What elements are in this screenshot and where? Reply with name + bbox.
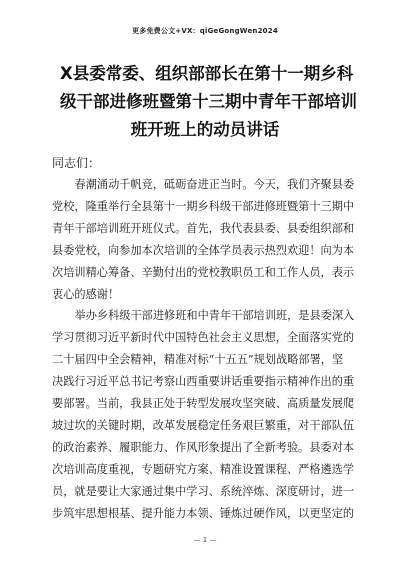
document-title	[60, 60, 357, 144]
salutation: 同志们：	[52, 156, 101, 170]
paragraph-line: 党校，隆重举行全县第十一期乡科级干部进修班暨第十三期中	[52, 200, 355, 213]
paragraph-line: 春潮涌动千帆竞，砥砺奋进正当时。今天，我们齐聚县委	[74, 178, 355, 191]
paragraph-line: 决践行习近平总书记考察山西重要讲话重要指示精神作出的重	[52, 375, 355, 388]
title-line: 班开班上的动员讲话	[130, 120, 280, 139]
paragraph-line: 学习贯彻习近平新时代中国特色社会主义思想，全面落实党的	[52, 331, 355, 344]
title-line: 级干部进修班暨第十三期中青年干部培训	[60, 92, 357, 111]
paragraph-line: 举办乡科级干部进修班和中青年干部培训班，是县委深入	[74, 309, 355, 322]
paragraph-line: 次培训精心筹备、辛勤付出的党校教职员工和工作人员，表示	[52, 266, 355, 279]
paragraph-2	[52, 305, 362, 525]
paragraph-line: 坡过坎的关键时期，改革发展稳定任务艰巨繁重，对干部队伍	[52, 419, 355, 432]
paragraph-line: 员，就是要让大家通过集中学习、系统淬炼、深度研讨，进一	[52, 485, 355, 498]
title-line: X县委常委、组织部部长在第十一期乡科	[60, 64, 354, 83]
page-number: — 1 —	[193, 536, 217, 544]
paragraph-line: 的政治素养、履职能力、作风形象提出了全新考验。县委对本	[52, 441, 355, 454]
paragraph-line: 县委党校，向参加本次培训的全体学员表示热烈欢迎！向为本	[52, 244, 355, 257]
paragraph-line: 二十届四中全会精神，精准对标“十五五”规划战略部署，坚	[52, 353, 344, 366]
paragraph-line: 步筑牢思想根基、提升能力本领、锤炼过硬作风，以更坚定的	[52, 507, 355, 520]
paragraph-line: 要部署。当前，我县正处于转型发展攻坚突破、高质量发展爬	[52, 397, 355, 410]
header-note: 更多免费公文+VX：qiGeGongWen2024	[132, 27, 278, 35]
paragraph-line: 次培训高度重视，专题研究方案、精准设置课程、严格遴选学	[52, 463, 355, 476]
paragraph-line: 衷心的感谢！	[52, 288, 120, 301]
paragraph-1	[52, 174, 362, 306]
paragraph-line: 青年干部培训班开班仪式。首先，我代表县委、县委组织部和	[52, 222, 355, 235]
